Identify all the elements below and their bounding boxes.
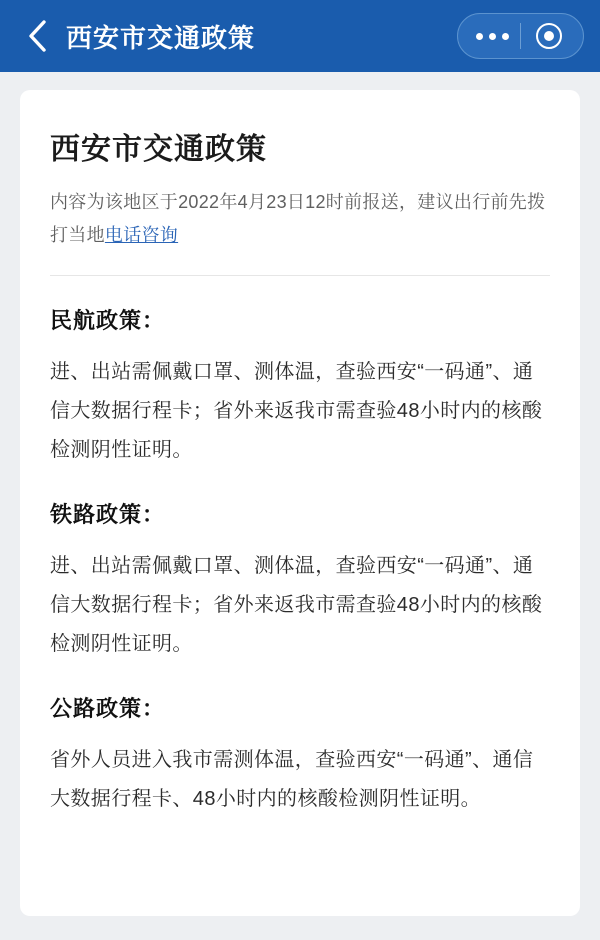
section-body: 省外人员进入我市需测体温，查验西安“一码通”、通信大数据行程卡、48小时内的核酸检测阴性证明。 xyxy=(50,748,534,810)
section-body: 进、出站需佩戴口罩、测体温，查验西安“一码通”、通信大数据行程卡；省外来返我市需查验48小时内的核酸检测阴性证明。 xyxy=(50,554,543,655)
close-mini-program-button[interactable] xyxy=(521,14,577,58)
section-divider xyxy=(50,275,550,276)
content-card xyxy=(20,90,580,916)
document-subtitle xyxy=(50,186,550,253)
phone-inquiry-link[interactable]: 电话咨询 xyxy=(104,225,179,246)
more-dots-icon xyxy=(476,33,509,40)
more-button[interactable] xyxy=(464,14,520,58)
section-aviation xyxy=(50,304,550,470)
document-title: 西安市交通政策 xyxy=(50,133,267,166)
chevron-left-icon xyxy=(27,19,49,53)
target-circle-icon xyxy=(536,23,562,49)
nav-action-group xyxy=(457,13,584,59)
section-heading: 公路政策： xyxy=(50,695,166,721)
page-title: 西安市交通政策 xyxy=(66,22,256,53)
back-button[interactable] xyxy=(16,14,60,58)
section-highway xyxy=(50,692,550,819)
section-heading: 铁路政策： xyxy=(50,501,166,527)
subtitle-text: 内容为该地区于2022年4月23日12时前报送，建议出行前先拨打当地 xyxy=(50,192,546,246)
section-heading: 民航政策： xyxy=(50,307,166,333)
section-railway xyxy=(50,498,550,664)
top-navigation-bar xyxy=(0,0,600,72)
section-body: 进、出站需佩戴口罩、测体温，查验西安“一码通”、通信大数据行程卡；省外来返我市需查验48小时内的核酸检测阴性证明。 xyxy=(50,360,543,461)
